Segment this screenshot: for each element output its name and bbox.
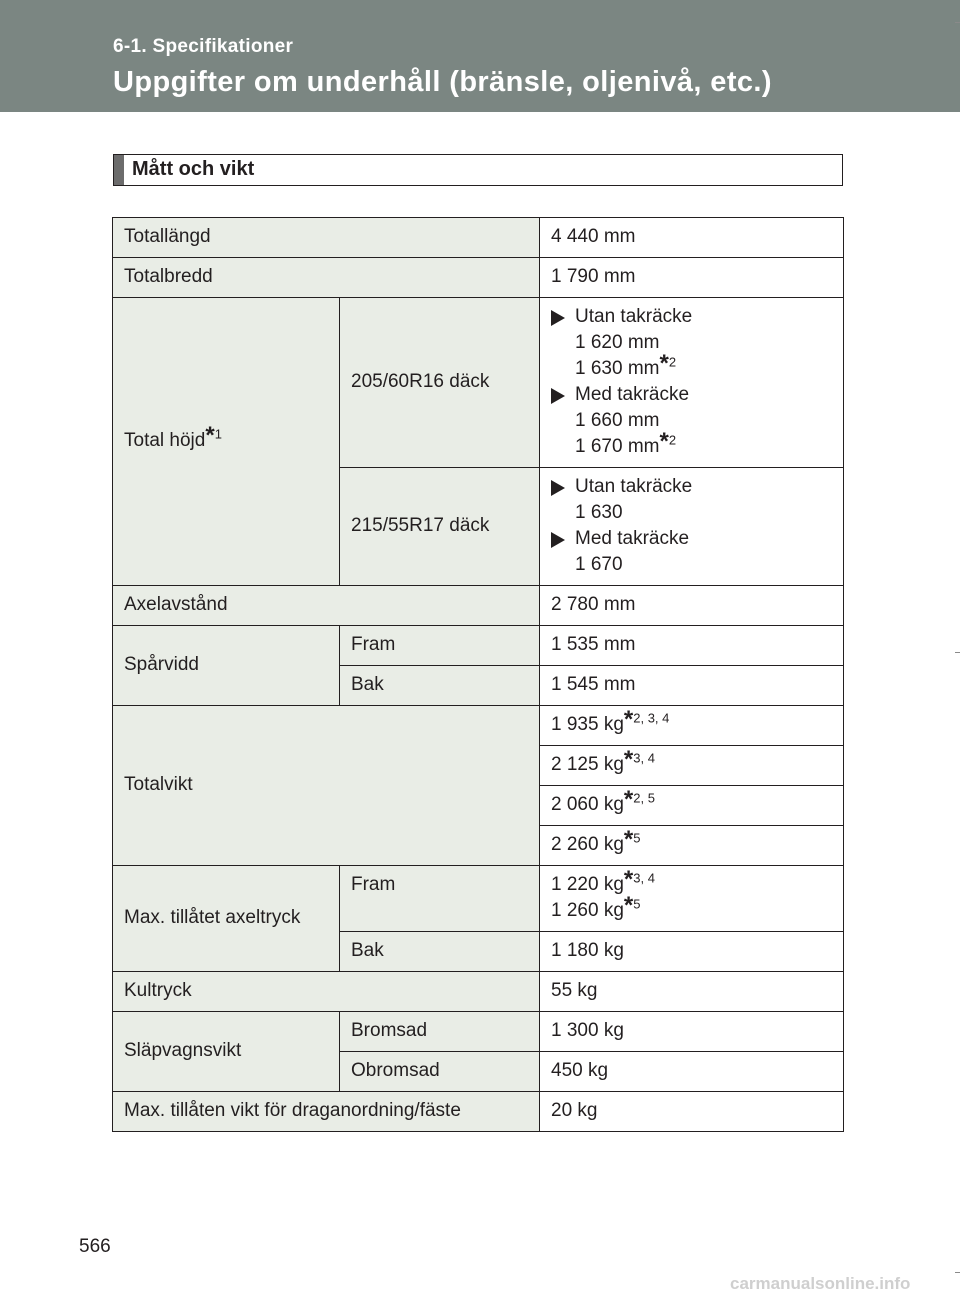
row-label: Totallängd bbox=[113, 218, 540, 258]
asterisk-icon: * bbox=[623, 745, 634, 773]
row-label: Kultryck bbox=[113, 972, 540, 1012]
page-title: Uppgifter om underhåll (bränsle, oljenivå, etc.) bbox=[113, 66, 772, 98]
option-line bbox=[551, 526, 832, 552]
footnote-ref: 2, 5 bbox=[633, 790, 655, 806]
value-text: 1 935 kg bbox=[551, 714, 624, 735]
row-label: Totalvikt bbox=[113, 706, 540, 866]
value-text: 1 630 mm bbox=[575, 358, 660, 379]
sub-label: 205/60R16 däck bbox=[340, 298, 540, 468]
asterisk-icon: * bbox=[205, 421, 215, 449]
value-line: 1 660 mm bbox=[575, 410, 660, 431]
footnote-ref: 3, 4 bbox=[633, 870, 655, 886]
asterisk-icon: * bbox=[623, 785, 634, 813]
table-row bbox=[113, 1092, 844, 1132]
footnote-ref: 3, 4 bbox=[633, 750, 655, 766]
spec-table bbox=[112, 217, 844, 1132]
sub-label: Bak bbox=[340, 932, 540, 972]
row-value bbox=[540, 866, 844, 932]
value-line bbox=[551, 427, 832, 460]
asterisk-icon: * bbox=[623, 825, 634, 853]
row-value: 1 300 kg bbox=[540, 1012, 844, 1052]
table-row bbox=[113, 218, 844, 258]
sub-label: Fram bbox=[340, 866, 540, 932]
row-label: Spårvidd bbox=[113, 626, 340, 706]
row-label: Max. tillåten vikt för draganordning/fäste bbox=[113, 1092, 540, 1132]
footnote-ref: 5 bbox=[633, 896, 641, 912]
value-text: 1 260 kg bbox=[551, 900, 624, 921]
value-line: 1 620 mm bbox=[575, 332, 660, 353]
row-label: Max. tillåtet axeltryck bbox=[113, 866, 340, 972]
row-label bbox=[113, 298, 340, 586]
table-row bbox=[113, 972, 844, 1012]
row-value: 1 535 mm bbox=[540, 626, 844, 666]
option-line bbox=[551, 382, 832, 408]
table-row bbox=[113, 298, 844, 468]
footnote-ref: 2 bbox=[668, 354, 677, 370]
row-value: 450 kg bbox=[540, 1052, 844, 1092]
table-row bbox=[113, 1012, 844, 1052]
value-line: 1 670 bbox=[575, 554, 623, 575]
row-value: 1 790 mm bbox=[540, 258, 844, 298]
footnote-ref: 5 bbox=[633, 830, 641, 846]
asterisk-icon: * bbox=[623, 865, 634, 893]
row-value bbox=[540, 826, 844, 866]
edge-mark bbox=[955, 1272, 960, 1273]
sub-label: Bak bbox=[340, 666, 540, 706]
label-text: Total höjd bbox=[124, 430, 206, 451]
row-value: 1 545 mm bbox=[540, 666, 844, 706]
row-value bbox=[540, 746, 844, 786]
page-number: 566 bbox=[79, 1236, 111, 1257]
row-value bbox=[540, 706, 844, 746]
asterisk-icon: * bbox=[659, 349, 669, 377]
row-label: Totalbredd bbox=[113, 258, 540, 298]
edge-mark bbox=[955, 652, 960, 653]
right-triangle-icon bbox=[551, 532, 565, 548]
value-line: 1 630 bbox=[575, 502, 623, 523]
table-row bbox=[113, 258, 844, 298]
table-row bbox=[113, 866, 844, 932]
row-value bbox=[540, 468, 844, 586]
row-value: 1 180 kg bbox=[540, 932, 844, 972]
edge-mark bbox=[955, 22, 960, 23]
subheading: Mått och vikt bbox=[132, 158, 255, 180]
value-text: 1 670 mm bbox=[575, 436, 660, 457]
row-label: Släpvagnsvikt bbox=[113, 1012, 340, 1092]
row-label: Axelavstånd bbox=[113, 586, 540, 626]
sub-label: 215/55R17 däck bbox=[340, 468, 540, 586]
subheading-bar bbox=[114, 155, 124, 185]
row-value bbox=[540, 298, 844, 468]
value-text: 2 060 kg bbox=[551, 794, 624, 815]
sub-label: Fram bbox=[340, 626, 540, 666]
watermark: carmanualsonline.info bbox=[730, 1274, 911, 1293]
row-value: 2 780 mm bbox=[540, 586, 844, 626]
table-row bbox=[113, 626, 844, 666]
right-triangle-icon bbox=[551, 388, 565, 404]
row-value bbox=[540, 786, 844, 826]
option-line bbox=[551, 474, 832, 500]
row-value: 4 440 mm bbox=[540, 218, 844, 258]
right-triangle-icon bbox=[551, 480, 565, 496]
subheading-box bbox=[113, 154, 843, 186]
row-value: 20 kg bbox=[540, 1092, 844, 1132]
table-row bbox=[113, 586, 844, 626]
table-row bbox=[113, 706, 844, 746]
right-triangle-icon bbox=[551, 310, 565, 326]
row-value: 55 kg bbox=[540, 972, 844, 1012]
value-text: 2 260 kg bbox=[551, 834, 624, 855]
value-line bbox=[551, 891, 832, 924]
asterisk-icon: * bbox=[659, 427, 669, 455]
option-line bbox=[551, 304, 832, 330]
asterisk-icon: * bbox=[623, 891, 634, 919]
value-text: 2 125 kg bbox=[551, 754, 624, 775]
option-label: Med takräcke bbox=[575, 384, 690, 405]
value-line bbox=[551, 349, 832, 382]
sub-label: Bromsad bbox=[340, 1012, 540, 1052]
asterisk-icon: * bbox=[623, 705, 634, 733]
footnote-ref: 1 bbox=[214, 426, 222, 442]
footnote-ref: 2 bbox=[668, 432, 677, 448]
header-band bbox=[0, 0, 960, 112]
section-label: 6-1. Specifikationer bbox=[113, 36, 294, 57]
sub-label: Obromsad bbox=[340, 1052, 540, 1092]
value-text: 1 220 kg bbox=[551, 874, 624, 895]
value-line bbox=[551, 865, 832, 898]
option-label: Med takräcke bbox=[575, 528, 690, 549]
footnote-ref: 2, 3, 4 bbox=[633, 710, 670, 726]
option-label: Utan takräcke bbox=[575, 306, 693, 327]
option-label: Utan takräcke bbox=[575, 476, 693, 497]
